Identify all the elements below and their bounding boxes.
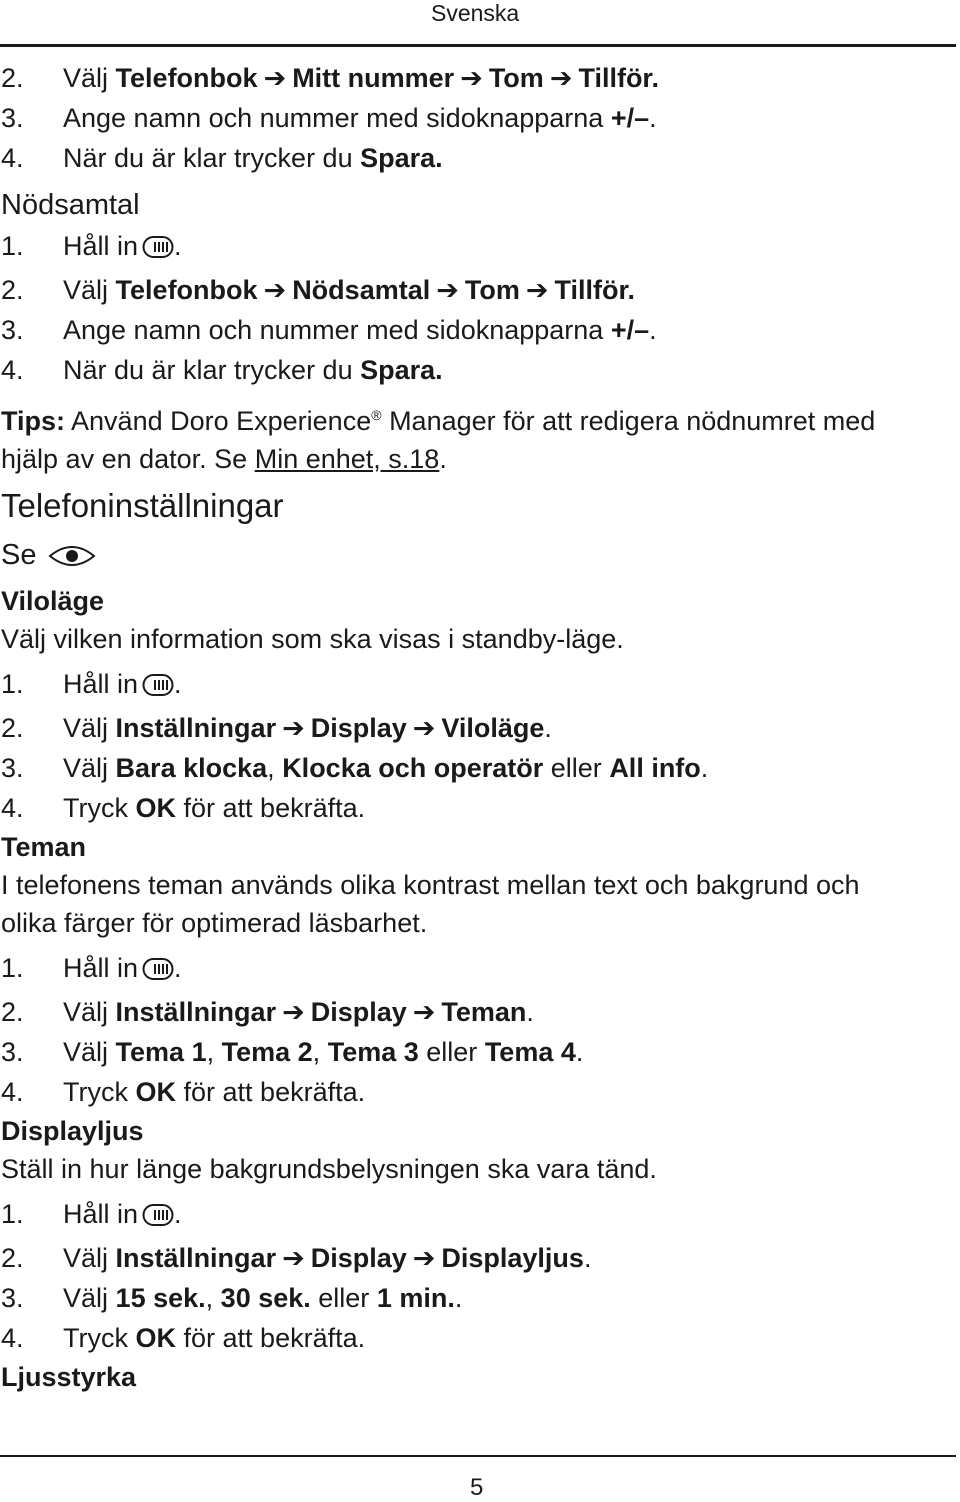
section-description: I telefonens teman används olika kontrast mellan text och bakgrund och olika färger för optimerad läsbarhet. [1,870,860,938]
tips-paragraph: Tips: Använd Doro Experience® Manager för att redigera nödnumret med hjälp av en dator. Se Min enhet, s.18. [1,406,876,474]
step-line: 1. Håll in . [1,226,951,270]
manual-content [1,58,951,1396]
step-line: 2. Välj Telefonbok ➔ Mitt nummer ➔ Tom ➔ Tillför. [1,63,659,93]
step-line: 3. Ange namn och nummer med sidoknapparna +/–. [1,315,657,345]
step-line: 3. Välj Bara klocka, Klocka och operatör eller All info. [1,753,709,783]
step-line: 4. Tryck OK för att bekräfta. [1,793,366,823]
arrow-right-icon: ➔ [460,63,483,93]
header-language: Svenska [431,0,520,26]
section-heading: Ljusstyrka [1,1362,137,1392]
step-line: 4. När du är klar trycker du Spara. [1,355,443,385]
step-line: 1. Håll in . [1,1194,951,1238]
menu-key-icon [142,230,174,270]
step-line: 4. När du är klar trycker du Spara. [1,143,443,173]
step-line: 4. Tryck OK för att bekräfta. [1,1323,366,1353]
chapter-heading: Telefoninställningar [1,487,284,524]
menu-key-icon [142,668,174,708]
section-heading: Teman [1,832,87,862]
step-line: 2. Välj Inställningar ➔ Display ➔ Viloläge. [1,713,552,743]
step-line: 1. Håll in . [1,948,951,992]
arrow-right-icon: ➔ [263,63,287,93]
step-line: 2. Välj Telefonbok ➔ Nödsamtal ➔ Tom ➔ Tillför. [1,275,636,305]
eye-icon [48,540,96,582]
section-heading: Displayljus [1,1116,144,1146]
step-line: 2. Välj Inställningar ➔ Display ➔ Displayljus. [1,1243,592,1273]
step-line: 3. Ange namn och nummer med sidoknapparna +/–. [1,103,657,133]
section-heading: Viloläge [1,586,105,616]
page-number: 5 [470,1474,484,1501]
header-rule [0,44,956,47]
see-line: Se [1,534,951,582]
section-heading: Nödsamtal [1,189,140,221]
step-line: 3. Välj 15 sek., 30 sek. eller 1 min.. [1,1283,463,1313]
page-reference-link[interactable]: Min enhet, s.18 [254,444,440,474]
step-line: 4. Tryck OK för att bekräfta. [1,1077,366,1107]
arrow-right-icon: ➔ [549,63,573,93]
section-description: Ställ in hur länge bakgrundsbelysningen ska vara tänd. [1,1154,657,1184]
footer-rule [0,1455,956,1457]
arrow-right-icon: ➔ [282,1243,305,1273]
arrow-right-icon: ➔ [263,275,287,305]
arrow-right-icon: ➔ [412,713,436,743]
step-line: 1. Håll in . [1,664,951,708]
arrow-right-icon: ➔ [282,713,305,743]
arrow-right-icon: ➔ [525,275,549,305]
step-line: 2. Välj Inställningar ➔ Display ➔ Teman. [1,997,534,1027]
arrow-right-icon: ➔ [412,997,436,1027]
arrow-right-icon: ➔ [436,275,459,305]
menu-key-icon [142,1198,174,1238]
menu-key-icon [142,952,174,992]
arrow-right-icon: ➔ [412,1243,436,1273]
step-line: 3. Välj Tema 1, Tema 2, Tema 3 eller Tema 4. [1,1037,584,1067]
arrow-right-icon: ➔ [282,997,305,1027]
section-description: Välj vilken information som ska visas i standby-läge. [1,624,624,654]
